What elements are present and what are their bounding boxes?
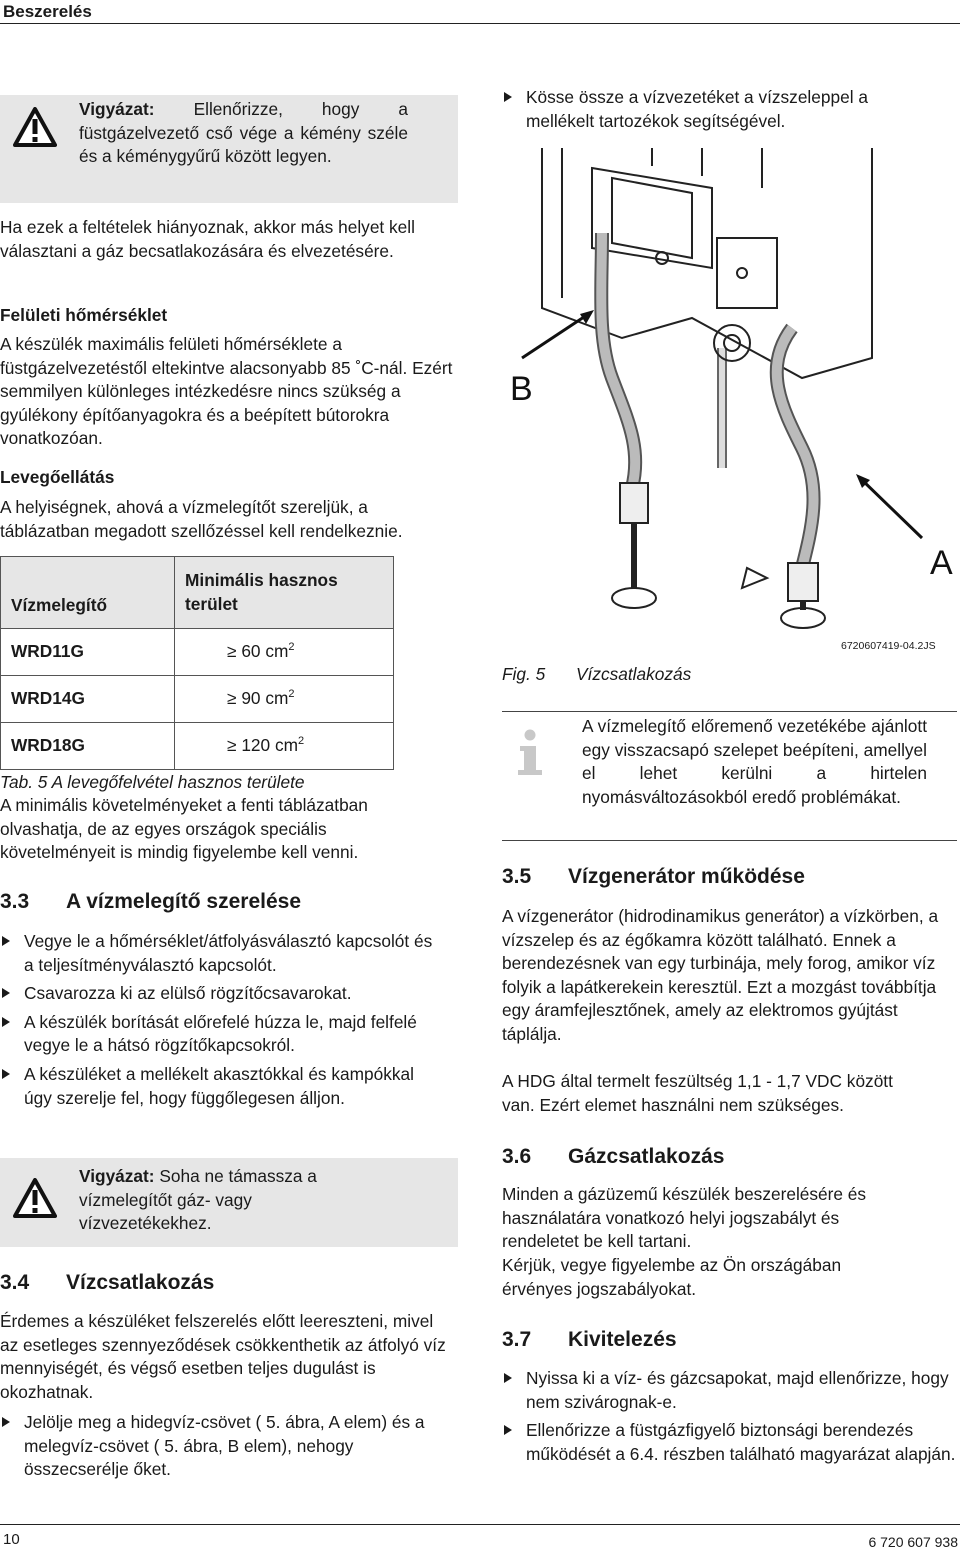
figure-label-a: A — [930, 544, 953, 582]
figure-label-b: B — [510, 370, 533, 408]
warning-triangle-icon — [13, 107, 57, 147]
surface-temp-heading: Felületi hőmérséklet — [0, 305, 168, 325]
list-item: Vegye le a hőmérséklet/átfolyásválasztó kapcsolót és a teljesítményválasztó kapcsolót. — [0, 930, 445, 977]
info-divider-bottom — [502, 840, 957, 841]
table-cell-area: ≥ 120 $cm^2$ — [175, 723, 394, 770]
table-cell-area: ≥ 60 $cm^2$ — [175, 629, 394, 676]
warning-body: Soha ne támassza a vízmelegítőt gáz- vagy vízvezetékekhez. — [79, 1166, 317, 1234]
warning-triangle-icon — [13, 1178, 57, 1218]
section-3-3-heading: 3.3 A vízmelegítő szerelése — [0, 890, 301, 913]
warning-box-bottom — [0, 1158, 458, 1247]
table-header-row — [1, 557, 394, 629]
section-3-5-heading: 3.5 Vízgenerátor működése — [502, 865, 805, 888]
warning-text-top — [79, 98, 408, 169]
air-supply-heading: Levegőellátás — [0, 467, 115, 487]
ventilation-table — [0, 556, 394, 770]
table-header-area: Minimális hasznos terület — [175, 557, 394, 629]
warning-text-bottom — [79, 1165, 379, 1236]
figure-code: 6720607419-04.2JS — [841, 640, 936, 652]
section-3-6-heading: 3.6 Gázcsatlakozás — [502, 1145, 725, 1168]
section-3-6-text-2: Kérjük, vegye figyelembe az Ön országában érvényes jogszabályokat. — [502, 1255, 842, 1299]
section-3-4-heading: 3.4 Vízcsatlakozás — [0, 1271, 215, 1294]
table-cell-model: WRD11G — [1, 629, 175, 676]
section-3-5-text-1: A vízgenerátor (hidrodinamikus generátor) a vízkörben, a vízszelep és az égőkamra között található. Ennek a berendezésnek van egy turbinája, mely forog, amikor víz folyik a lapátkerekein keresztül. Ezt a mozgást továbbítja egy áramfejlesztőnek, amely az elektromos gyújtást táplálja. — [502, 906, 939, 1044]
section-3-5-text-2: A HDG által termelt feszültség 1,1 - 1,7 VDC között van. Ezért elemet használni nem szükséges. — [502, 1071, 893, 1115]
info-note-text: A vízmelegítő előremenő vezetékébe ajánlott egy visszacsapó szelepet beépíteni, amellyel el lehet kerülni a hirtelen nyomásváltozásokból eredő problémákat. — [582, 716, 927, 807]
water-connection-illustration — [502, 148, 958, 648]
section-3-3-steps — [0, 930, 445, 1115]
list-item: Nyissa ki a víz- és gázcsapokat, majd ellenőrizze, hogy nem szivárognak-e. — [502, 1367, 957, 1414]
section-3-7-steps — [502, 1367, 957, 1471]
figure-caption-title: Vízcsatlakozás — [576, 664, 692, 684]
table-row — [1, 629, 394, 676]
surface-temp-text: A készülék maximális felületi hőmérséklete a füstgázelvezetéstől eltekintve alacsonyabb 85 ˚C-nál. Ezért semmilyen különleges intézkedésre nincs szükség a gyúlékony építőanyagokra és a beépített bútorokra vonatkozóan. — [0, 334, 453, 449]
list-item: A készüléket a mellékelt akasztókkal és kampókkal úgy szerelje fel, hogy függőlegesen álljon. — [0, 1063, 445, 1110]
air-supply-text: A helyiségnek, ahová a vízmelegítőt szereljük, a táblázatban megadott szellőzéssel kell rendelkeznie. — [0, 497, 403, 541]
min-requirements-text: A minimális követelményeket a fenti táblázatban olvashatja, de az egyes országok speciális követelményeit is mindig figyelembe kell venni. — [0, 795, 368, 863]
section-3-6-text-1: Minden a gázüzemű készülék beszerelésére és használatára vonatkozó helyi jogszabályt és rendeletet be kell tartani. — [502, 1184, 867, 1252]
document-number: 6 720 607 938 — [868, 1534, 958, 1550]
table-row — [1, 723, 394, 770]
warning-label: Vigyázat: — [79, 99, 155, 119]
list-item: Csavarozza ki az elülső rögzítőcsavarokat. — [0, 982, 445, 1006]
list-item: Kösse össze a vízvezetéket a vízszeleppel a mellékelt tartozékok segítségével. — [502, 86, 932, 133]
table-header-heater: Vízmelegítő — [1, 557, 175, 629]
page-header — [0, 0, 960, 24]
table-cell-model: WRD14G — [1, 676, 175, 723]
figure-caption-number: Fig. 5 — [502, 664, 546, 684]
right-top-steps — [502, 86, 932, 138]
info-icon — [512, 728, 548, 776]
table-cell-area: ≥ 90 $cm^2$ — [175, 676, 394, 723]
warning-box-top — [0, 95, 458, 203]
warning-label: Vigyázat: — [79, 1166, 155, 1186]
page-number: 10 — [3, 1531, 20, 1548]
table-row — [1, 676, 394, 723]
list-item: A készülék borítását előrefelé húzza le, majd felfelé vegye le a hátsó rögzítőkapcsokról. — [0, 1011, 445, 1058]
section-3-7-heading: 3.7 Kivitelezés — [502, 1328, 677, 1351]
intro-paragraph: Ha ezek a feltételek hiányoznak, akkor más helyet kell választani a gáz becsatlakozására és elvezetésére. — [0, 217, 415, 261]
section-3-4-steps — [0, 1411, 458, 1487]
list-item: Ellenőrizze a füstgázfigyelő biztonsági berendezés működését a 6.4. részben található magyarázat alapján. — [502, 1419, 957, 1466]
section-3-4-text: Érdemes a készüléket felszerelés előtt leereszteni, mivel az esetleges szennyeződések csökkenthetik az átfolyó víz mennyiségét, és végső esetben teljes dugulást is okozhatnak. — [0, 1311, 446, 1402]
list-item: Jelölje meg a hidegvíz-csövet ( 5. ábra, A elem) és a melegvíz-csövet ( 5. ábra, B elem), nehogy összecserélje őket. — [0, 1411, 458, 1482]
warning-body: Ellenőrizze, hogy a füstgázelvezető cső vége a kémény széle és a kéménygyűrű között legyen. — [79, 99, 408, 167]
footer-divider — [0, 1524, 960, 1525]
info-divider-top — [502, 711, 957, 712]
table-caption: Tab. 5 A levegőfelvétel hasznos területe — [0, 772, 305, 792]
page-title: Beszerelés — [3, 2, 92, 21]
table-cell-model: WRD18G — [1, 723, 175, 770]
